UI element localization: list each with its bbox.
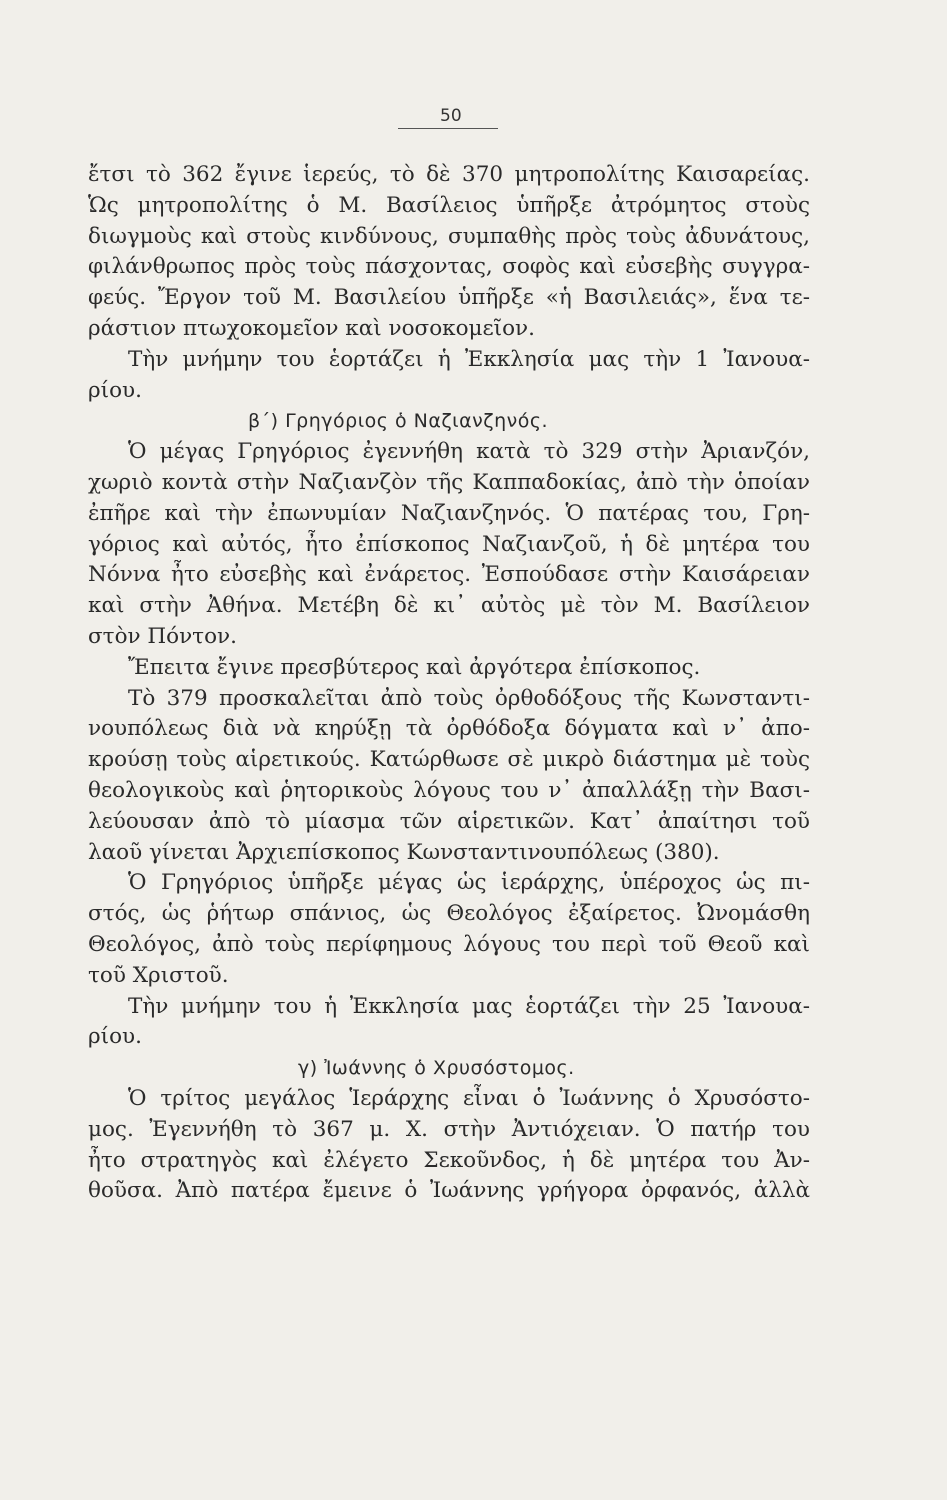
text-line: Θεολόγος, ἀπὸ τοὺς περίφημους λόγους του περὶ τοῦ Θεοῦ καὶ: [88, 931, 810, 957]
text-line: Τὸ 379 προσκαλεῖται ἀπὸ τοὺς ὀρθοδόξους τῆς Κωνσταντι-: [128, 685, 810, 711]
text-line: φεύς. Ἔργον τοῦ Μ. Βασιλείου ὑπῆρξε «ἡ Βασιλειάς», ἕνα τε-: [88, 285, 810, 311]
text-line: ράστιον πτωχοκομεῖον καὶ νοσοκομεῖον.: [88, 315, 535, 341]
text-line: τοῦ Χριστοῦ.: [88, 962, 229, 988]
section-heading: γ) Ἰωάννης ὁ Χρυσόστομος.: [298, 1057, 575, 1080]
text-line: Ὁ μέγας Γρηγόριος ἐγεννήθη κατὰ τὸ 329 στὴν Ἀριανζόν,: [128, 439, 810, 465]
text-line: ἔτσι τὸ 362 ἔγινε ἱερεύς, τὸ δὲ 370 μητροπολίτης Καισαρείας.: [88, 162, 810, 187]
text-line: στός, ὡς ῥήτωρ σπάνιος, ὡς Θεολόγος ἐξαίρετος. Ὠνομάσθη: [88, 901, 810, 927]
text-line: Ὁ τρίτος μεγάλος Ἱεράρχης εἶναι ὁ Ἰωάννης ὁ Χρυσόστο-: [128, 1085, 810, 1111]
text-line: Τὴν μνήμην του ἑορτάζει ἡ Ἐκκλησία μας τὴν 1 Ἰανουα-: [128, 346, 810, 372]
text-line: Ὡς μητροπολίτης ὁ Μ. Βασίλειος ὑπῆρξε ἀτρόμητος στοὺς: [88, 192, 810, 218]
text-line: λαοῦ γίνεται Ἀρχιεπίσκοπος Κωνσταντινουπόλεως (380).: [88, 839, 720, 865]
text-line: κρούσῃ τοὺς αἱρετικούς. Κατώρθωσε σὲ μικρὸ διάστημα μὲ τοὺς: [88, 747, 810, 773]
text-line: Νόννα ἦτο εὐσεβὴς καὶ ἐνάρετος. Ἐσπούδασε στὴν Καισάρειαν: [88, 562, 810, 588]
page-number-rule: [398, 128, 498, 129]
page-text-body: [88, 160, 810, 1207]
text-line: ρίου.: [88, 1024, 142, 1050]
text-line: στὸν Πόντον.: [88, 623, 237, 649]
text-line: φιλάνθρωπος πρὸς τοὺς πάσχοντας, σοφὸς καὶ εὐσεβὴς συγγρα-: [88, 254, 810, 280]
text-line: ἦτο στρατηγὸς καὶ ἐλέγετο Σεκοῦνδος, ἡ δὲ μητέρα του Ἀν-: [88, 1147, 810, 1173]
text-line: λεύουσαν ἀπὸ τὸ μίασμα τῶν αἱρετικῶν. Κατ᾿ ἀπαίτησι τοῦ: [88, 808, 810, 834]
text-line: διωγμοὺς καὶ στοὺς κινδύνους, συμπαθὴς πρὸς τοὺς ἀδυνάτους,: [88, 223, 810, 249]
text-line: θοῦσα. Ἀπὸ πατέρα ἔμεινε ὁ Ἰωάννης γρήγορα ὀρφανός, ἀλλὰ: [88, 1178, 810, 1204]
text-line: Τὴν μνήμην του ἡ Ἐκκλησία μας ἑορτάζει τὴν 25 Ἰανουα-: [128, 993, 810, 1019]
text-line: ἐπῆρε καὶ τὴν ἐπωνυμίαν Ναζιανζηνός. Ὁ πατέρας του, Γρη-: [88, 500, 810, 526]
text-line: γόριος καὶ αὐτός, ἦτο ἐπίσκοπος Ναζιανζοῦ, ἡ δὲ μητέρα του: [88, 531, 810, 557]
page-number: 50: [440, 106, 462, 126]
section-heading: β΄) Γρηγόριος ὁ Ναζιανζηνός.: [248, 410, 549, 433]
text-line: καὶ στὴν Ἀθήνα. Μετέβη δὲ κι᾿ αὐτὸς μὲ τὸν Μ. Βασίλειον: [88, 593, 810, 619]
text-line: Ἔπειτα ἔγινε πρεσβύτερος καὶ ἀργότερα ἐπίσκοπος.: [128, 654, 701, 680]
text-line: νουπόλεως διὰ νὰ κηρύξῃ τὰ ὀρθόδοξα δόγματα καὶ ν᾿ ἀπο-: [88, 716, 810, 742]
text-line: ρίου.: [88, 377, 142, 403]
text-line: Ὁ Γρηγόριος ὑπῆρξε μέγας ὡς ἱεράρχης, ὑπέροχος ὡς πι-: [128, 870, 810, 896]
text-line: θεολογικοὺς καὶ ῥητορικοὺς λόγους του ν᾿ ἀπαλλάξῃ τὴν Βασι-: [88, 777, 810, 803]
text-line: χωριὸ κοντὰ στὴν Ναζιανζὸν τῆς Καππαδοκίας, ἀπὸ τὴν ὁποίαν: [88, 469, 810, 495]
text-line: μος. Ἐγεννήθη τὸ 367 μ. Χ. στὴν Ἀντιόχειαν. Ὁ πατήρ του: [88, 1116, 810, 1142]
